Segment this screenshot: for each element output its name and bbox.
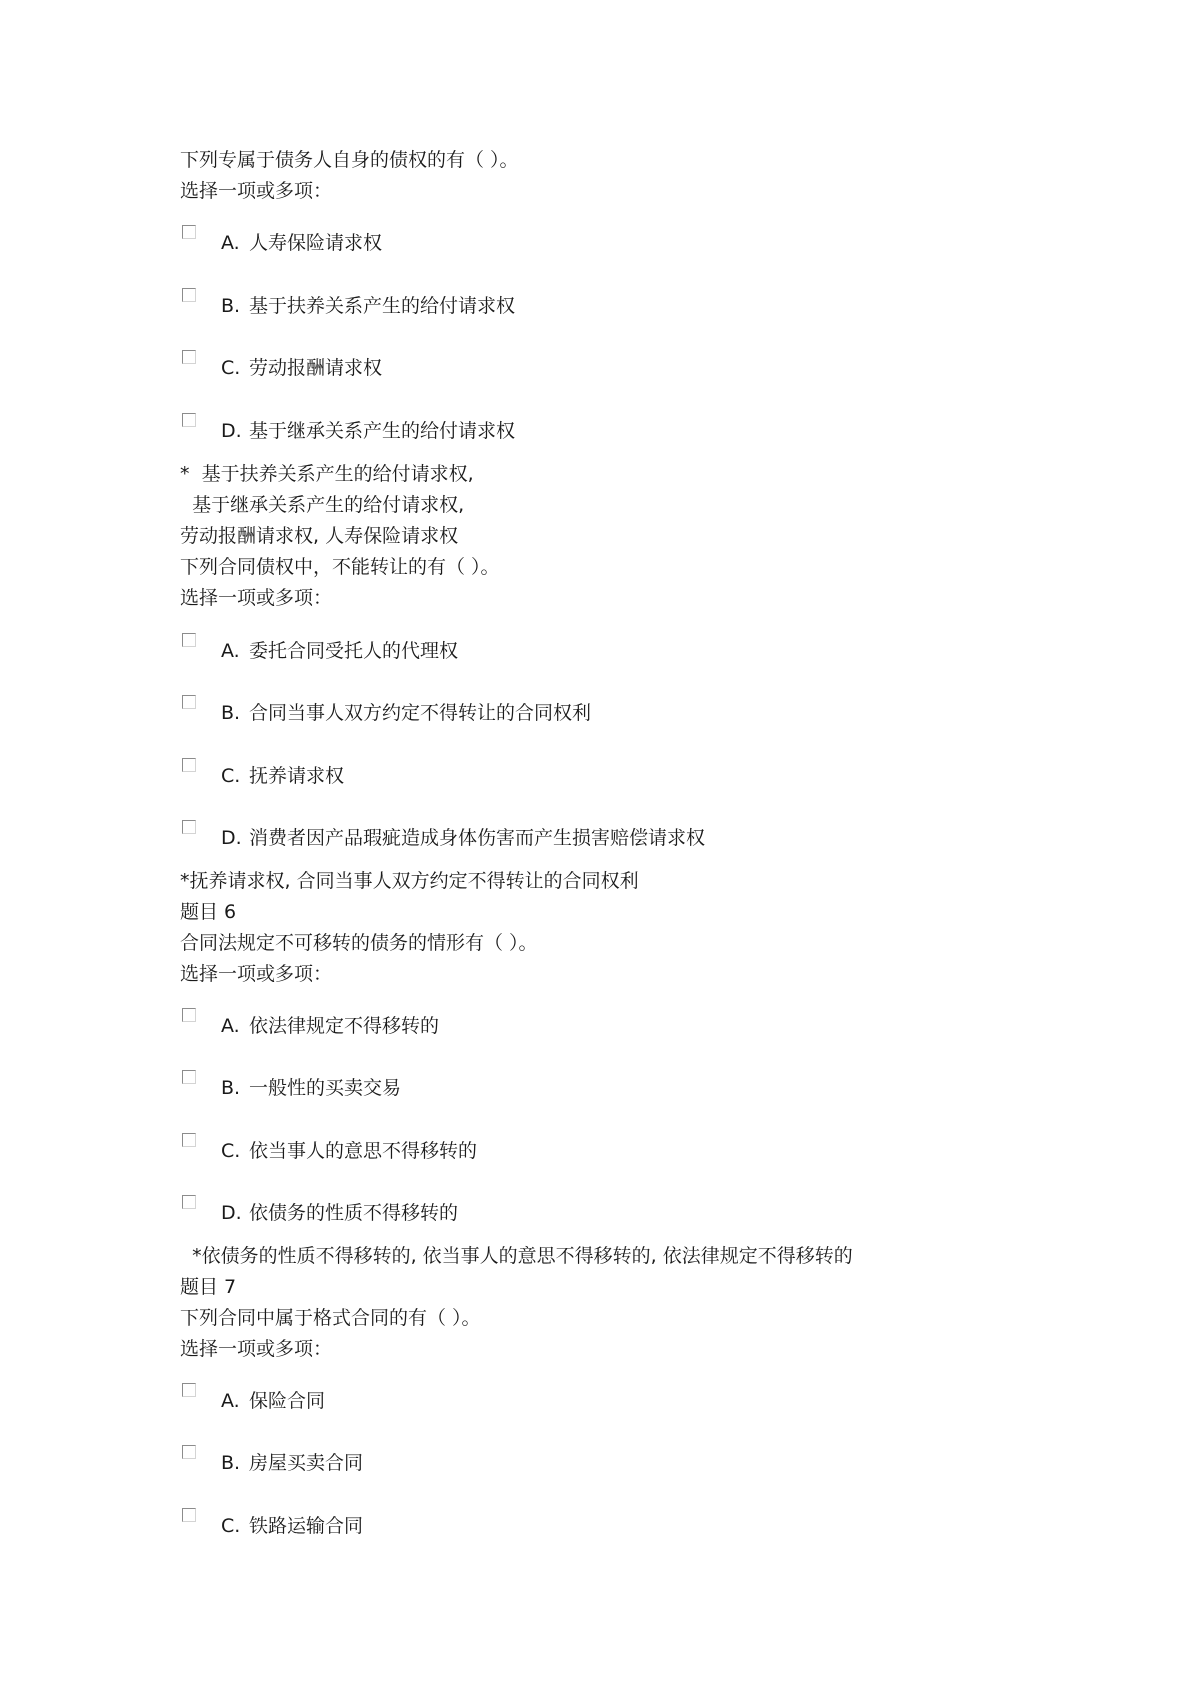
option-checkbox[interactable] — [182, 413, 196, 427]
select-prompt: 选择一项或多项： — [180, 180, 333, 202]
question-stem: 下列合同债权中，不能转让的有（ ）。 — [180, 556, 500, 578]
select-prompt: 选择一项或多项： — [180, 1338, 333, 1360]
option-checkbox[interactable] — [182, 758, 196, 772]
answer-text: 劳动报酬请求权, 人寿保险请求权 — [180, 525, 459, 547]
option-label[interactable]: A. 委托合同受托人的代理权 — [221, 640, 459, 662]
option-label[interactable]: D. 消费者因产品瑕疵造成身体伤害而产生损害赔偿请求权 — [221, 827, 706, 849]
option-checkbox[interactable] — [182, 1008, 196, 1022]
option-label[interactable]: B. 房屋买卖合同 — [221, 1452, 364, 1474]
option-checkbox[interactable] — [182, 225, 196, 239]
option-checkbox[interactable] — [182, 1508, 196, 1522]
option-label[interactable]: A. 保险合同 — [221, 1390, 326, 1412]
question-title: 题目 7 — [180, 1276, 237, 1298]
select-prompt: 选择一项或多项： — [180, 587, 333, 609]
option-checkbox[interactable] — [182, 1195, 196, 1209]
option-checkbox[interactable] — [182, 820, 196, 834]
question-stem: 下列合同中属于格式合同的有（ ）。 — [180, 1307, 481, 1329]
option-label[interactable]: A. 人寿保险请求权 — [221, 232, 383, 254]
option-label[interactable]: C. 铁路运输合同 — [221, 1515, 364, 1537]
option-checkbox[interactable] — [182, 695, 196, 709]
option-label[interactable]: C. 劳动报酬请求权 — [221, 357, 383, 379]
option-checkbox[interactable] — [182, 633, 196, 647]
answer-text: 基于继承关系产生的给付请求权, — [180, 494, 465, 516]
question-stem: 下列专属于债务人自身的债权的有（ ）。 — [180, 149, 519, 171]
option-label[interactable]: B. 一般性的买卖交易 — [221, 1077, 402, 1099]
option-checkbox[interactable] — [182, 350, 196, 364]
option-label[interactable]: D. 依债务的性质不得移转的 — [221, 1202, 459, 1224]
question-stem: 合同法规定不可移转的债务的情形有（ ）。 — [180, 932, 538, 954]
question-title: 题目 6 — [180, 901, 237, 923]
option-checkbox[interactable] — [182, 1070, 196, 1084]
option-label[interactable]: A. 依法律规定不得移转的 — [221, 1015, 440, 1037]
option-label[interactable]: C. 抚养请求权 — [221, 765, 345, 787]
select-prompt: 选择一项或多项： — [180, 963, 333, 985]
option-checkbox[interactable] — [182, 1445, 196, 1459]
option-label[interactable]: B. 基于扶养关系产生的给付请求权 — [221, 295, 516, 317]
answer-text: * 基于扶养关系产生的给付请求权, — [180, 463, 474, 485]
option-checkbox[interactable] — [182, 1133, 196, 1147]
answer-text: *抚养请求权, 合同当事人双方约定不得转让的合同权利 — [180, 870, 639, 892]
option-label[interactable]: B. 合同当事人双方约定不得转让的合同权利 — [221, 702, 592, 724]
option-label[interactable]: C. 依当事人的意思不得移转的 — [221, 1140, 478, 1162]
option-checkbox[interactable] — [182, 288, 196, 302]
answer-text: *依债务的性质不得移转的, 依当事人的意思不得移转的, 依法律规定不得移转的 — [180, 1245, 853, 1267]
option-checkbox[interactable] — [182, 1383, 196, 1397]
option-label[interactable]: D. 基于继承关系产生的给付请求权 — [221, 420, 516, 442]
